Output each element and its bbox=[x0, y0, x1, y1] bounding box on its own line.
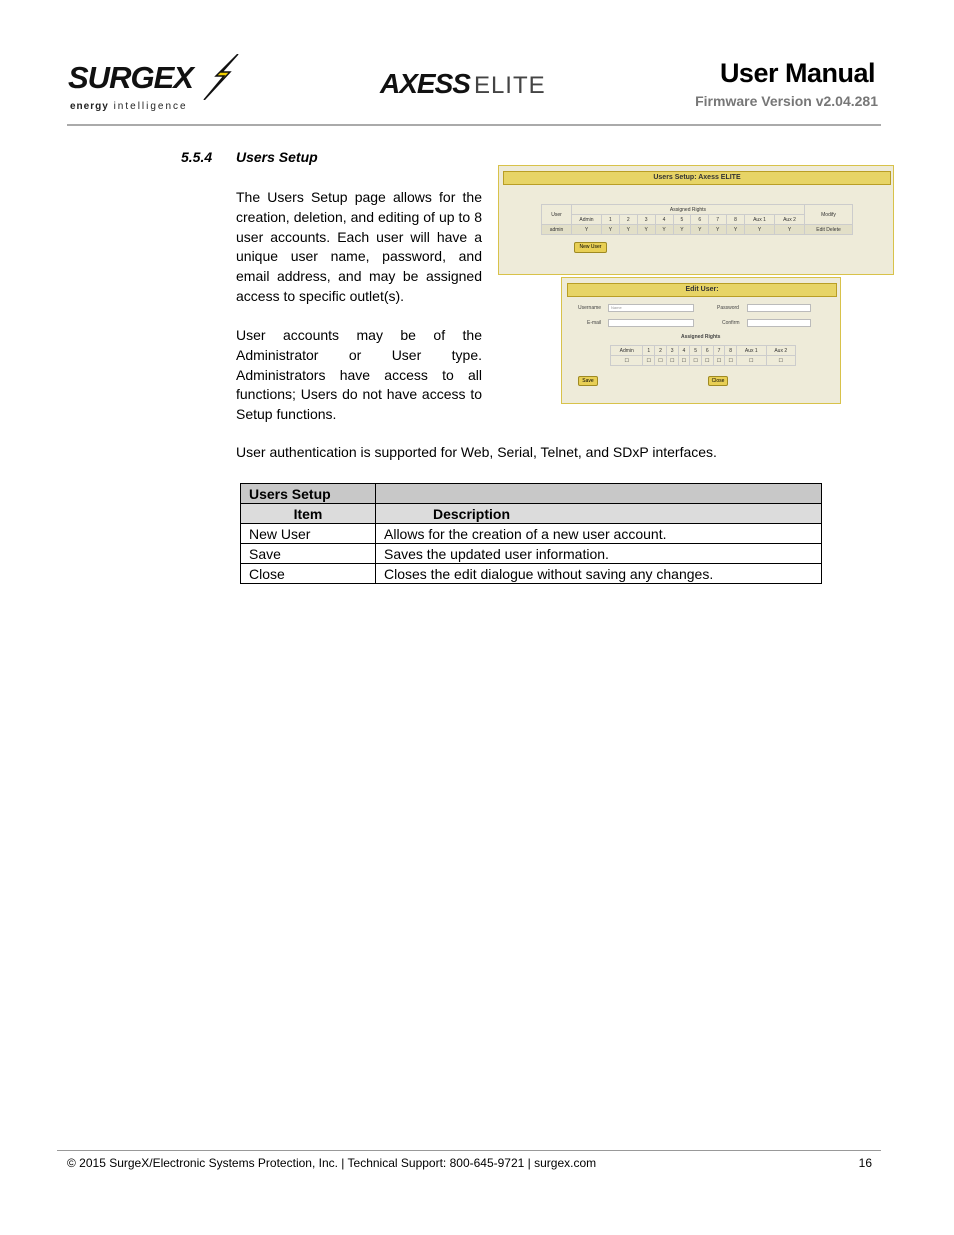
right-value: Y bbox=[572, 225, 602, 235]
right-header: 2 bbox=[655, 346, 667, 356]
checkbox[interactable]: ☐ bbox=[701, 356, 713, 366]
right-header: Aux 2 bbox=[775, 215, 805, 225]
surgex-wordmark: SURGEX bbox=[68, 60, 193, 95]
right-value: Y bbox=[691, 225, 709, 235]
username-label: Username bbox=[578, 305, 602, 311]
password-label: Password bbox=[717, 305, 739, 311]
right-value: Y bbox=[745, 225, 775, 235]
paragraph-intro: The Users Setup page allows for the creation, deletion, and editing of up to 8 user accounts. Each user will have a unique user name, password, and email address, and may be assigned access to specific outlet(s). bbox=[236, 189, 482, 304]
table-row bbox=[241, 544, 822, 564]
confirm-label: Confirm bbox=[722, 320, 740, 326]
item-cell: Close bbox=[241, 564, 376, 584]
checkbox[interactable]: ☐ bbox=[737, 356, 766, 366]
checkbox[interactable]: ☐ bbox=[690, 356, 702, 366]
item-cell: Save bbox=[241, 544, 376, 564]
right-header: 7 bbox=[713, 346, 725, 356]
right-header: 4 bbox=[655, 215, 673, 225]
confirm-input[interactable] bbox=[747, 319, 811, 327]
password-input[interactable] bbox=[747, 304, 811, 312]
right-value: Y bbox=[727, 225, 745, 235]
edit-user-title-bar: Edit User: bbox=[567, 283, 837, 297]
right-header: 1 bbox=[643, 346, 655, 356]
edit-link[interactable]: Edit bbox=[816, 226, 825, 233]
lightning-bolt-icon bbox=[200, 54, 240, 100]
right-header: 2 bbox=[619, 215, 637, 225]
page-title: User Manual bbox=[719, 58, 875, 88]
table-title-filler bbox=[376, 484, 822, 504]
paragraph-account-types: User accounts may be of the Administrator or User type. Administrators have access to all functions; Users do not have access to Setup functions. bbox=[236, 327, 482, 423]
email-input[interactable] bbox=[608, 319, 694, 327]
right-header: 8 bbox=[725, 346, 737, 356]
delete-link[interactable]: Delete bbox=[826, 226, 841, 233]
rights-checkbox-table bbox=[610, 345, 796, 366]
right-header: 7 bbox=[709, 215, 727, 225]
right-header: 6 bbox=[691, 215, 709, 225]
elite-wordmark: ELITE bbox=[473, 72, 546, 99]
right-value: Y bbox=[602, 225, 620, 235]
checkbox[interactable]: ☐ bbox=[766, 356, 796, 366]
col-modify: Modify bbox=[805, 205, 853, 225]
surgex-logo bbox=[68, 54, 238, 116]
checkbox[interactable]: ☐ bbox=[725, 356, 737, 366]
header-divider bbox=[67, 124, 881, 126]
modify-cell bbox=[805, 225, 853, 235]
right-header: 3 bbox=[666, 346, 678, 356]
right-header: 8 bbox=[727, 215, 745, 225]
right-header: Aux 1 bbox=[737, 346, 766, 356]
right-header: 3 bbox=[637, 215, 655, 225]
close-button[interactable]: Close bbox=[708, 376, 728, 386]
table-row bbox=[241, 564, 822, 584]
right-header: 4 bbox=[678, 346, 690, 356]
username-input[interactable]: Name bbox=[608, 304, 694, 312]
section-title: Users Setup bbox=[236, 149, 318, 165]
assigned-rights-label: Assigned Rights bbox=[681, 334, 721, 340]
page-number: 16 bbox=[858, 1156, 872, 1170]
col-assigned-rights: Assigned Rights bbox=[572, 205, 805, 215]
col-user: User bbox=[542, 205, 572, 225]
right-header: 1 bbox=[602, 215, 620, 225]
right-value: Y bbox=[709, 225, 727, 235]
right-value: Y bbox=[655, 225, 673, 235]
item-cell: New User bbox=[241, 524, 376, 544]
table-row bbox=[241, 524, 822, 544]
right-value: Y bbox=[619, 225, 637, 235]
right-header: Aux 2 bbox=[766, 346, 796, 356]
right-value: Y bbox=[637, 225, 655, 235]
surgex-tagline: energy intelligence bbox=[70, 101, 188, 112]
table-title: Users Setup bbox=[241, 484, 376, 504]
users-setup-screenshot bbox=[498, 165, 894, 275]
col-item: Item bbox=[241, 504, 376, 524]
edit-user-screenshot bbox=[561, 277, 841, 404]
description-cell: Allows for the creation of a new user account. bbox=[376, 524, 822, 544]
right-value: Y bbox=[673, 225, 691, 235]
description-cell: Saves the updated user information. bbox=[376, 544, 822, 564]
users-setup-title-bar: Users Setup: Axess ELITE bbox=[503, 171, 891, 185]
footer-text: © 2015 SurgeX/Electronic Systems Protection, Inc. | Technical Support: 800-645-9721 | surgex.com bbox=[67, 1156, 597, 1170]
checkbox[interactable]: ☐ bbox=[611, 356, 643, 366]
col-description: Description bbox=[376, 504, 822, 524]
right-header: 5 bbox=[673, 215, 691, 225]
checkbox[interactable]: ☐ bbox=[678, 356, 690, 366]
footer-divider bbox=[57, 1150, 881, 1151]
right-header: 6 bbox=[701, 346, 713, 356]
checkbox[interactable]: ☐ bbox=[666, 356, 678, 366]
paragraph-authentication: User authentication is supported for Web, Serial, Telnet, and SDxP interfaces. bbox=[236, 444, 717, 460]
axess-wordmark: AXESS bbox=[380, 68, 470, 99]
users-setup-table bbox=[240, 483, 822, 584]
save-button[interactable]: Save bbox=[578, 376, 598, 386]
right-header: Admin bbox=[611, 346, 643, 356]
axess-elite-logo bbox=[380, 68, 546, 102]
email-label: E-mail bbox=[587, 320, 602, 326]
checkbox[interactable]: ☐ bbox=[655, 356, 667, 366]
right-header: 5 bbox=[690, 346, 702, 356]
description-cell: Closes the edit dialogue without saving any changes. bbox=[376, 564, 822, 584]
right-value: Y bbox=[775, 225, 805, 235]
new-user-button[interactable]: New User bbox=[574, 242, 607, 253]
checkbox[interactable]: ☐ bbox=[713, 356, 725, 366]
users-list-table bbox=[541, 204, 853, 235]
table-row bbox=[542, 225, 853, 235]
firmware-version: Firmware Version v2.04.281 bbox=[695, 93, 878, 109]
user-name-cell: admin bbox=[542, 225, 572, 235]
checkbox[interactable]: ☐ bbox=[643, 356, 655, 366]
right-header: Admin bbox=[572, 215, 602, 225]
section-number: 5.5.4 bbox=[181, 149, 213, 165]
right-header: Aux 1 bbox=[745, 215, 775, 225]
